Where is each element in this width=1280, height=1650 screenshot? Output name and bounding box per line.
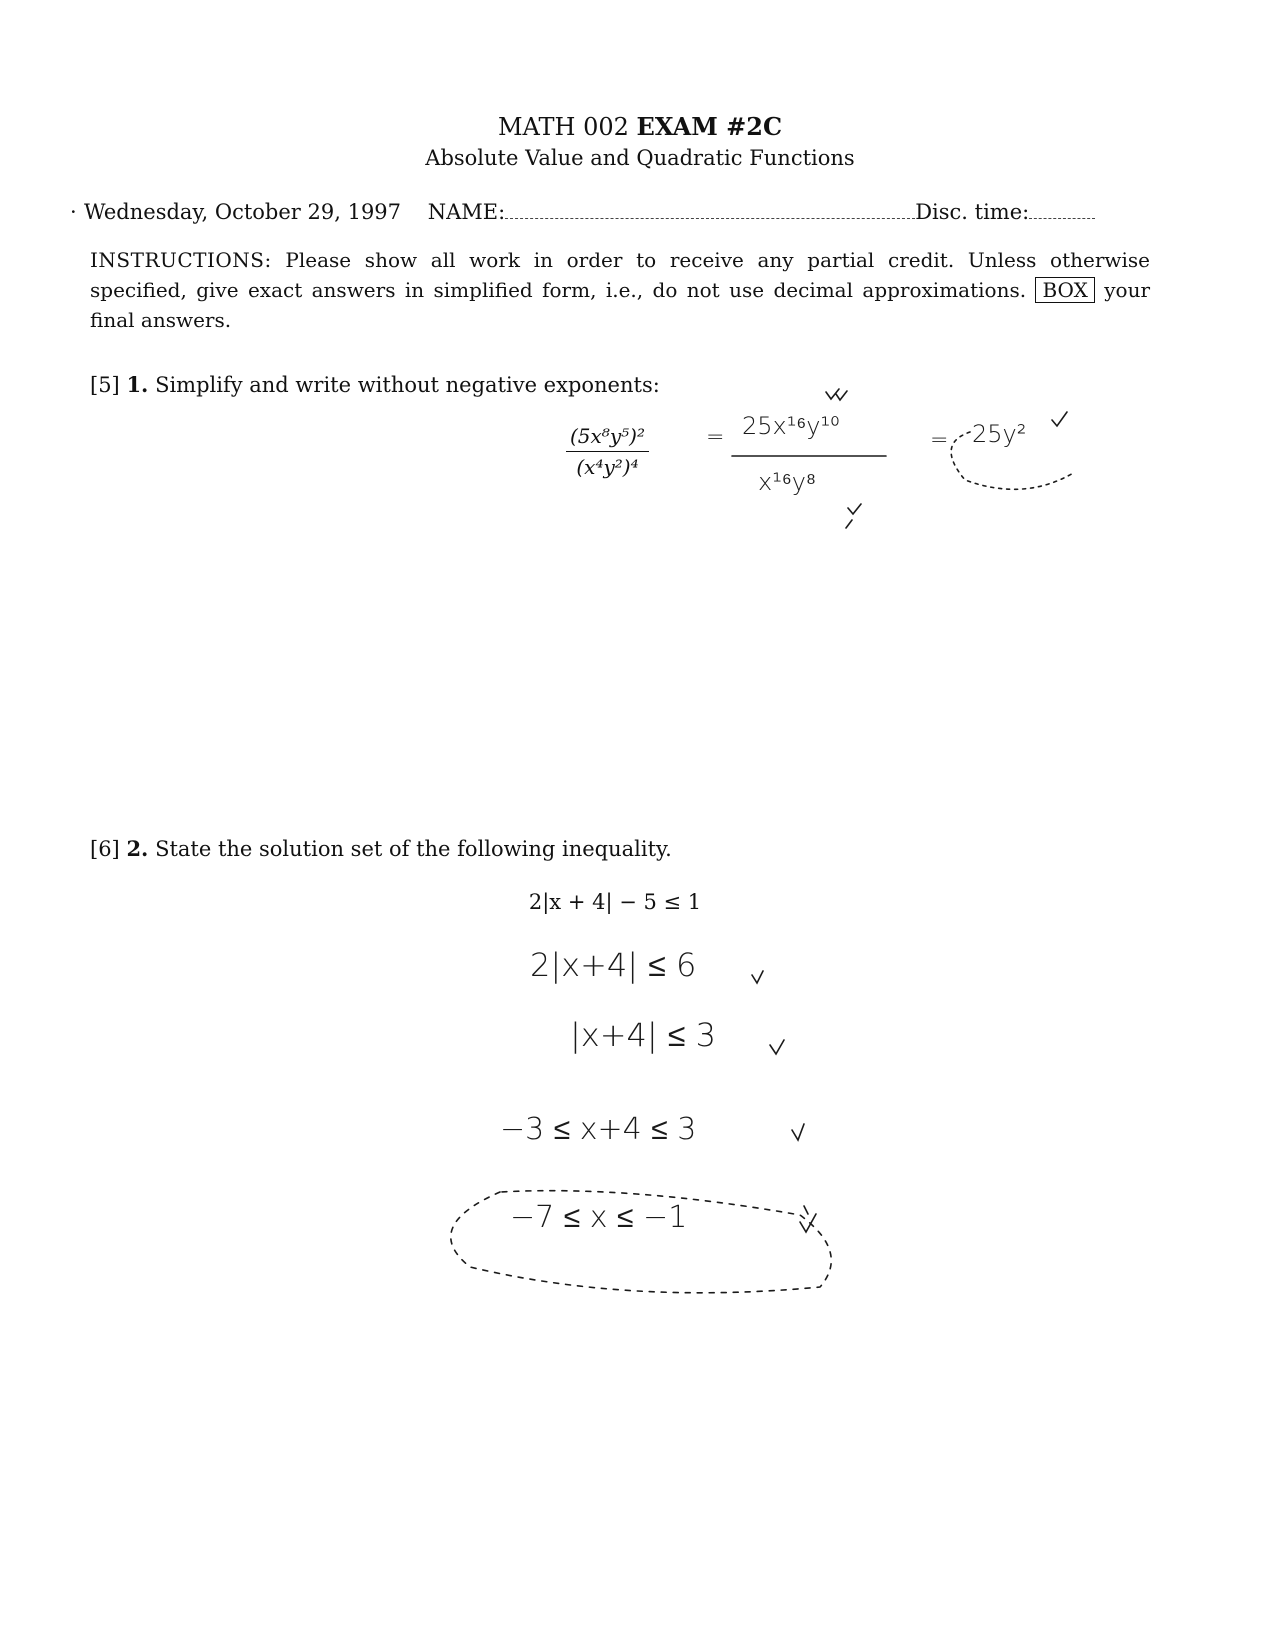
name-label: NAME:: [427, 200, 506, 224]
hand-q2-answer: −7 ≤ x ≤ −1: [510, 1200, 688, 1235]
exam-label: EXAM #2C: [636, 112, 783, 141]
course-label: MATH 002: [497, 113, 629, 141]
hand-q1-answer: 25y²: [972, 420, 1027, 448]
check-mark-icon: [1052, 412, 1067, 426]
question-2-expression: 2|x + 4| − 5 ≤ 1: [528, 890, 702, 914]
disc-time-label: Disc. time:: [915, 200, 1030, 224]
expression-denominator: (x⁴y²)⁴: [576, 455, 639, 479]
hand-q2-step-2: |x+4| ≤ 3: [570, 1016, 716, 1054]
hand-q2-step-3: −3 ≤ x+4 ≤ 3: [500, 1112, 697, 1147]
check-mark-icon: [792, 1124, 804, 1140]
check-mark-icon: [770, 1040, 784, 1054]
check-mark-icon: [826, 389, 847, 400]
instructions-text: Please show all work in order to receive any partial credit. Unless otherwise specified, give exact answers in simplified form, i.e., do not use decimal approximations.: [90, 248, 1151, 302]
check-mark-icon: [800, 1206, 816, 1232]
stray-mark: ·: [70, 200, 77, 224]
hand-equals: =: [706, 425, 725, 450]
check-mark-icon: [846, 504, 861, 528]
hand-q1-numerator: 25x¹⁶y¹⁰: [742, 412, 840, 440]
hand-q2-step-1: 2|x+4| ≤ 6: [530, 946, 697, 984]
question-1-prompt: Simplify and write without negative exponents:: [155, 373, 660, 397]
check-mark-icon: [752, 971, 763, 983]
hand-q1-equals: =: [930, 428, 949, 453]
answer-oval-q2: [451, 1191, 831, 1293]
exam-subtitle: Absolute Value and Quadratic Functions: [425, 146, 855, 170]
box-word: BOX: [1035, 277, 1094, 303]
hand-q1-denominator: x¹⁶y⁸: [758, 468, 817, 496]
answer-oval-q1: [951, 432, 1075, 489]
instructions-label: INSTRUCTIONS:: [90, 248, 272, 272]
instructions-text-end: your final answers.: [90, 278, 1151, 332]
question-1-number: 1.: [126, 372, 149, 397]
question-2-prompt: State the solution set of the following inequality.: [155, 837, 672, 861]
question-2-number: 2.: [126, 836, 149, 861]
question-1-points: [5]: [90, 373, 120, 397]
question-2-points: [6]: [90, 837, 120, 861]
exam-date: Wednesday, October 29, 1997: [84, 200, 402, 224]
expression-numerator: (5x⁸y⁵)²: [566, 424, 649, 452]
